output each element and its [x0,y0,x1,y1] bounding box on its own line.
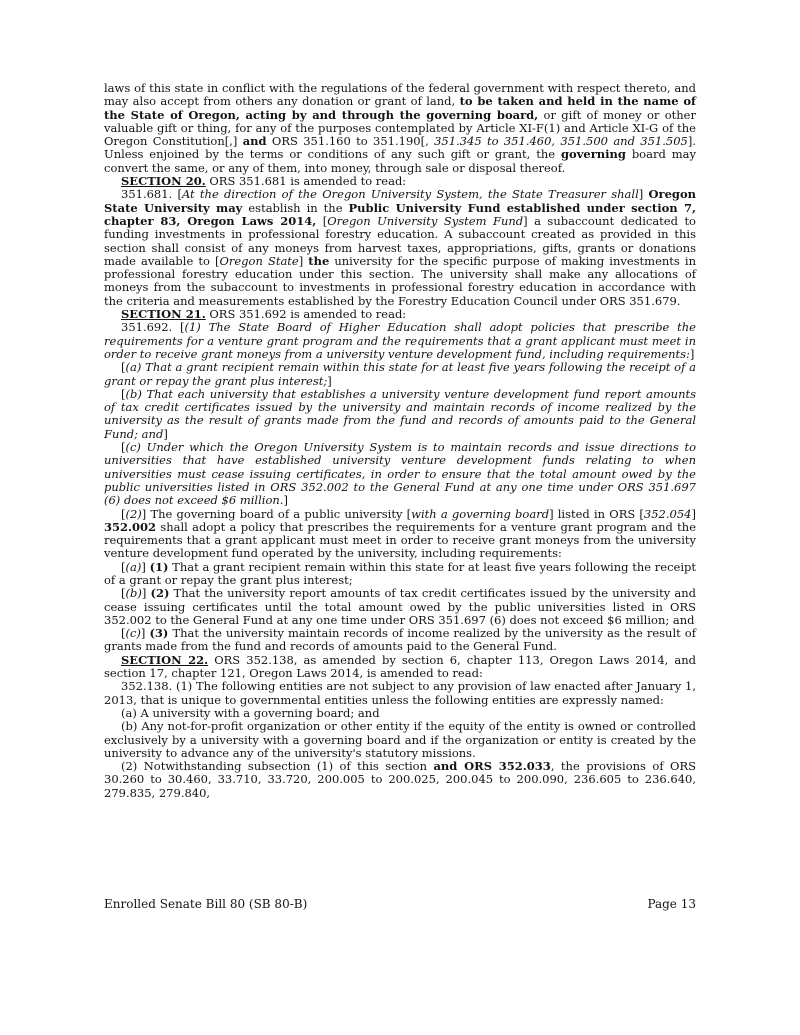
paragraph [104,654,696,681]
text-run: At the direction of the Oregon University System, the State Treasurer shall [181,187,639,202]
text-run: ] a subaccount dedicated to funding investments in professional forestry education. A subaccount created as provided in this section shall consist of any moneys from harvest taxes, appropriations, gifts, grants or donations made available to [ [104,213,696,268]
text-run: ] [141,586,151,601]
text-run: ] [298,253,309,268]
text-run: SECTION 21. [121,307,206,322]
text-run: laws of this state in conflict with the regulations of the federal government with respect thereto, and may also accept from others any donation or grant of land, [104,81,696,109]
paragraph [104,321,696,361]
text-run: and [242,134,267,149]
text-run: [ [121,506,126,521]
text-run: (c) [125,626,141,641]
paragraph [104,561,696,588]
text-run: SECTION 20. [121,174,206,189]
text-run: Oregon University System Fund [327,213,524,228]
text-run: (2) [150,586,170,601]
text-run: (b) [125,586,142,601]
text-run: ] [689,346,695,361]
text-run: That a grant recipient remain within this state for at least five years following the receipt of a grant or repay the grant plus interest; [104,559,696,587]
paragraph [104,82,696,175]
text-run: (2) Notwithstanding subsection (1) of this section [121,759,434,774]
paragraph [104,388,696,441]
text-run: or gift of money or other valuable gift or thing, for any of the purposes contemplated by Article XI-F(1) and Article XI-G of the Oregon Constitution[,] [104,107,696,149]
footer-bill-title: Enrolled Senate Bill 80 (SB 80-B) [104,897,308,911]
text-run: ] [140,626,150,641]
text-run: ] [638,187,649,202]
paragraph [104,175,696,188]
text-run: [ [121,586,126,601]
text-run: 352.138. (1) The following entities are not subject to any provision of law enacted after January 1, 2013, that is unique to governmental entities unless the following entities are expressly named: [104,679,696,707]
paragraph [104,361,696,388]
text-run: Oregon State [219,253,299,268]
page-footer [104,897,696,911]
text-run: university for the specific purpose of making investments in professional forestry education under this section. The university shall make any allocations of moneys from the subaccount to investments in professional forestry education in accordance with the criteria and measurements established by the Forestry Education Council under ORS 351.679. [104,253,696,308]
text-run: That the university maintain records of income realized by the university as the result of grants made from the fund and records of amounts paid to the General Fund. [104,626,696,654]
text-run: ] [691,506,696,521]
text-run: ORS 351.681 is amended to read: [205,174,407,189]
text-run: ]. Unless enjoined by the terms or conditions of any such gift or grant, the [104,134,696,162]
text-run: (a) A university with a governing board; and [121,705,380,720]
footer-page-number: Page 13 [647,897,696,911]
paragraph [104,188,696,308]
text-run: [ [121,559,126,574]
text-run: 352.002 [104,519,157,534]
paragraph [104,441,696,507]
text-run: ORS 351.692 is amended to read: [205,307,407,322]
paragraph [104,680,696,707]
text-run: with a governing board [411,506,550,521]
text-run: and ORS 352.033 [433,759,551,774]
text-run: Public University Fund established under section 7, chapter 83, Oregon Laws 2014, [104,200,696,228]
text-run: (b) That each university that establishes a university venture development fund report amounts of tax credit certificates issued by the university and maintain records of income realized by the university as the result of grants made from the fund and records of amounts paid to the General Fund; and [104,386,696,441]
text-run: (b) Any not-for-profit organization or other entity if the equity of the entity is owned or controlled exclusively by a university with a governing board and if the organization or entity is created by the university to advance any of the university's statutory missions. [104,719,696,760]
paragraph [104,760,696,800]
text-run: (2) [125,506,142,521]
text-run: [ [121,386,126,401]
text-run: (a) [125,559,142,574]
document-body [104,82,696,800]
text-run: establish in the [242,200,349,215]
text-run: to be taken and held in the name of the State of Oregon, acting by and through the governing board, [104,94,696,122]
text-run: , the provisions of ORS 30.260 to 30.460, 33.710, 33.720, 200.005 to 200.025, 200.045 to 200.090, 236.605 to 236.640, 279.835, 279.840, [104,759,696,800]
text-run: board may convert the same, or any of them, into money, through sale or disposal thereof. [104,147,696,175]
text-run: ] [283,493,288,508]
text-run: ORS 352.138, as amended by section 6, chapter 113, Oregon Laws 2014, and section 17, chapter 121, Oregon Laws 2014, is amended to read: [104,652,696,681]
text-run: 351.681. [ [121,187,182,202]
text-run: ] [327,373,332,388]
text-run: [ [121,360,126,375]
text-run: , 351.345 to 351.460, 351.500 and 351.505 [425,134,688,149]
text-run: (1) [149,559,169,574]
text-run: ] [163,426,168,441]
text-run: [ [121,626,126,641]
text-run: ] [141,559,150,574]
paragraph [104,308,696,321]
text-run: ORS 351.160 to 351.190[ [266,134,426,149]
paragraph [104,707,696,720]
text-run: (1) The State Board of Higher Education shall adopt policies that prescribe the requirements for a venture grant program and the requirements that a grant applicant must meet in order to receive grant moneys from a university venture development fund, including requirements: [104,320,696,361]
paragraph [104,508,696,561]
text-run: 351.692. [ [121,320,185,335]
text-run: governing [561,147,626,162]
text-run: That the university report amounts of tax credit certificates issued by the university and cease issuing certificates until the total amount owed by the public universities listed in ORS 352.002 to the General Fund at any one time under ORS 351.697 (6) does not exceed $6 million; and [104,586,696,627]
text-run: ] The governing board of a public university [ [141,506,412,521]
paragraph [104,587,696,627]
text-run: SECTION 22. [121,652,209,667]
text-run: [ [121,440,126,455]
text-run: 352.054 [643,506,692,521]
text-run: ] listed in ORS [ [549,506,644,521]
text-run: the [308,253,330,268]
text-run: (c) Under which the Oregon University System is to maintain records and issue directions to universities that have established university venture development funds relating to when universities must cease issuing certificates, in order to ensure that the total amount owed by the public universities listed in ORS 352.002 to the General Fund at any one time under ORS 351.697 (6) does not exceed $6 million. [104,440,696,508]
text-run: [ [316,213,328,228]
text-run: Oregon State University may [104,187,696,215]
paragraph [104,627,696,654]
text-run: (a) That a grant recipient remain within this state for at least five years following the receipt of a grant or repay the grant plus interest; [104,360,696,388]
text-run: (3) [149,626,169,641]
paragraph [104,720,696,760]
text-run: shall adopt a policy that prescribes the requirements for a venture grant program and the requirements that a grant applicant must meet in order to receive grant moneys from the university venture development fund operated by the university, including requirements: [104,519,696,561]
